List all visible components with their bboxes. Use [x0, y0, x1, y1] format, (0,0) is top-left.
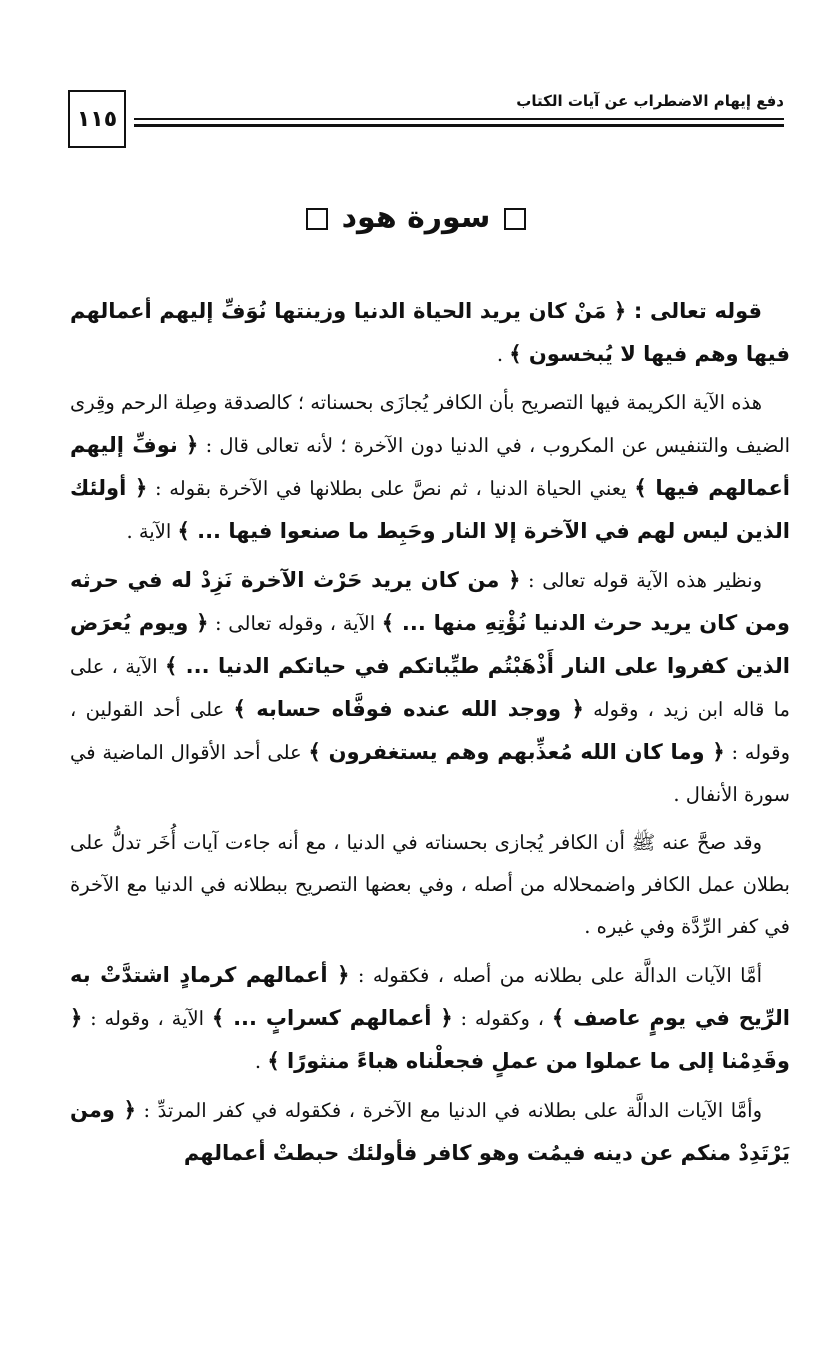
paragraph-hadith: [70, 822, 790, 948]
quran-quote: ﴿ وقَدِمْنا إلى ما عملوا من عملٍ فجعلْناه هباءً منثورًا ﴾: [70, 1006, 790, 1073]
quran-quote: ﴿ ووجد الله عنده فوفَّاه حسابه ﴾: [233, 697, 584, 721]
text-run: .: [254, 1050, 268, 1073]
quran-quote: ﴿ نوفِّ إليهم أعمالهم فيها ﴾: [70, 433, 791, 500]
verse-intro: قوله تعالى :: [626, 299, 762, 323]
quran-quote: ﴿ ومن يَرْتَدِدْ منكم عن دينه فيمُت وهو كافر فأولئك حبطتْ أعمالهم: [70, 1098, 790, 1165]
paragraph-verse: [70, 290, 790, 376]
square-ornament-icon: [306, 208, 328, 230]
text-run: ونظير هذه الآية قوله تعالى :: [520, 569, 762, 592]
surah-title: سورة هود: [341, 200, 491, 235]
text-run: يعني الحياة الدنيا ، ثم نصَّ على بطلانها في الآخرة بقوله :: [147, 477, 635, 500]
quran-quote: ﴿ أعمالهم كرمادٍ اشتدَّتْ به الرِّيح في يومٍ عاصف ﴾: [70, 963, 790, 1030]
paragraph-end: .: [496, 343, 510, 366]
text-run: وأمَّا الآيات الدالَّة على بطلانه في الدنيا مع الآخرة ، فكقوله في كفر المرتدِّ :: [135, 1099, 762, 1122]
paragraph-invalidation: [70, 954, 790, 1083]
text-run: هذه الآية الكريمة فيها التصريح بأن الكافر يُجازَى بحسناته ؛ كالصدقة وصِلة الرحم وقِرى الضيف والتنفيس عن المكروب ، في الدنيا دون الآخرة ؛ لأنه تعالى قال :: [70, 391, 790, 457]
square-ornament-icon: [504, 208, 526, 230]
header-rule-thick: [134, 124, 784, 127]
page-number-box: [68, 90, 126, 148]
quran-quote: ﴿ من كان يريد حَرْث الآخرة نَزِدْ له في حرثه ومن كان يريد حرث الدنيا نُؤْتِهِ منها ... ﴾: [70, 568, 790, 635]
quran-quote: ﴿ وما كان الله مُعذِّبهم وهم يستغفرون ﴾: [308, 740, 725, 764]
text-run: أمَّا الآيات الدالَّة على بطلانه من أصله ، فكقوله :: [349, 964, 762, 987]
quran-quote: ﴿ مَنْ كان يريد الحياة الدنيا وزينتها نُوَفِّ إليهم أعمالهم فيها وهم فيها لا يُبخسون ﴾: [70, 299, 790, 366]
quran-quote: ﴿ أولئك الذين ليس لهم في الآخرة إلا النار وحَبِط ما صنعوا فيها ... ﴾: [70, 476, 790, 543]
text-run: على أحد الأقوال الماضية في سورة الأنفال .: [70, 741, 790, 806]
header-rule-thin: [134, 118, 784, 120]
text-run: ، وكقوله :: [452, 1007, 552, 1030]
surah-heading: [0, 200, 832, 235]
text-run: الآية .: [126, 520, 178, 543]
paragraph-apostasy: [70, 1089, 790, 1175]
text-run: على أحد القولين ، وقوله :: [70, 698, 790, 764]
paragraph-parallels: [70, 559, 790, 816]
paragraph-commentary: [70, 382, 790, 553]
body-text: [70, 290, 790, 1181]
running-title: دفع إيهام الاضطراب عن آيات الكتاب: [516, 92, 784, 110]
quran-quote: ﴿ أعمالهم كسرابٍ ... ﴾: [211, 1006, 453, 1030]
text-run: الآية ، وقوله :: [82, 1007, 212, 1030]
page-number: ١١٥: [76, 106, 118, 132]
quran-quote: ﴿ ويوم يُعرَض الذين كفروا على النار أَذْهَبْتُم طيِّباتكم في حياتكم الدنيا ... ﴾: [70, 611, 791, 678]
text-run: وقد صحَّ عنه ﷺ أن الكافر يُجازى بحسناته في الدنيا ، مع أنه جاءت آيات أُخَر تدلُّ على بطلان عمل الكافر واضمحلاله من أصله ، وفي بعضها التصريح ببطلانه في الدنيا مع الآخرة في كفر الرِّدَّة وفي غيره .: [70, 831, 790, 938]
text-run: الآية ، على ما قاله ابن زيد ، وقوله: [70, 655, 790, 721]
text-run: الآية ، وقوله تعالى :: [208, 612, 382, 635]
